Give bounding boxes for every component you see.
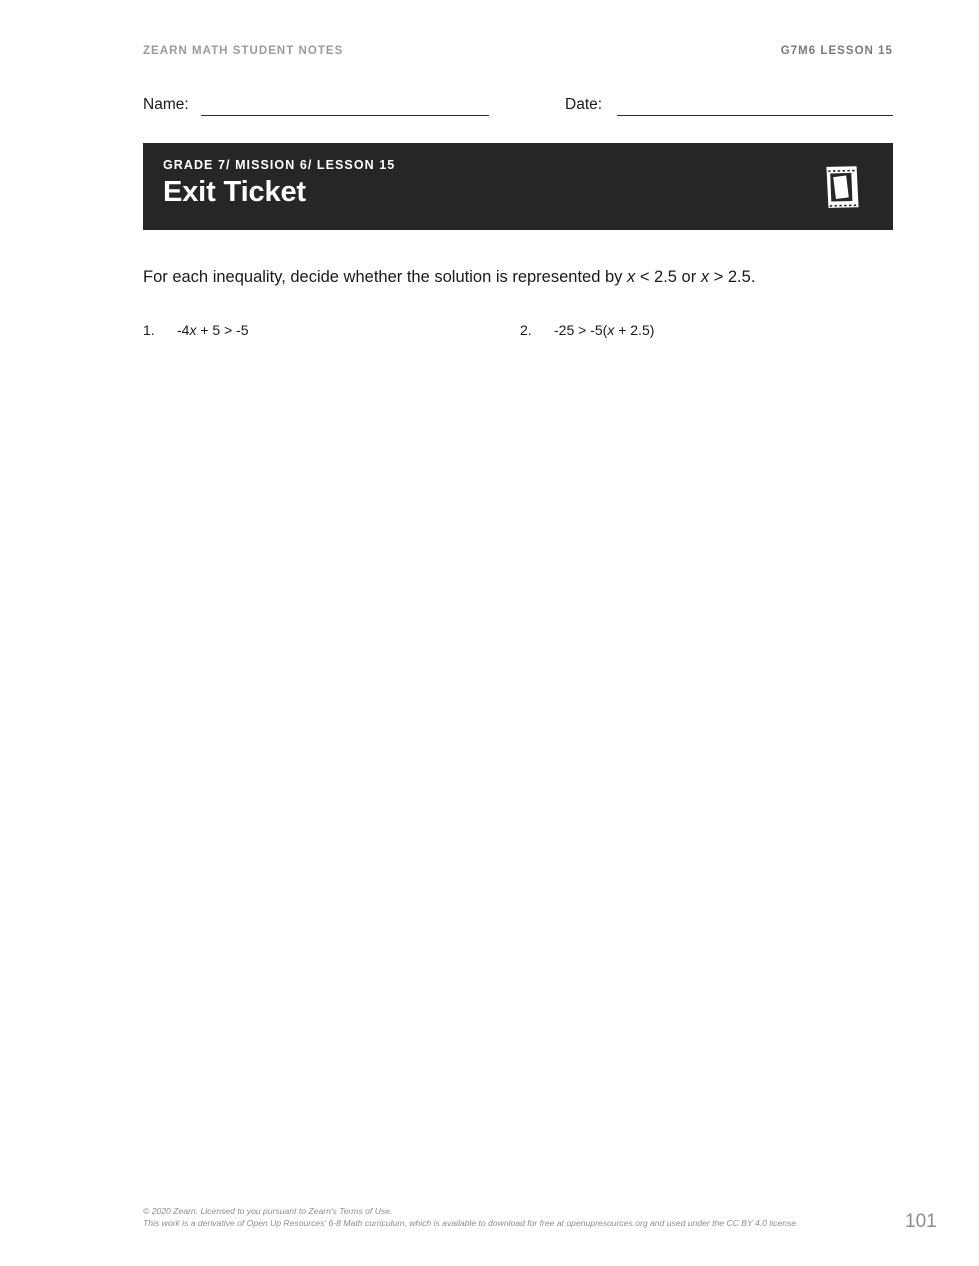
name-label: Name: [143,96,189,113]
running-head-left: ZEARN MATH STUDENT NOTES [143,45,344,57]
running-head [143,45,893,57]
expression-variable: x [189,322,197,338]
footer-line-1: © 2020 Zearn. Licensed to you pursuant to Zearn's Terms of Use. [143,1206,393,1216]
expression-pre: -4 [177,322,190,338]
problem-expression [177,322,249,338]
expression-post: + 2.5) [614,322,655,338]
date-label: Date: [565,96,603,113]
problem-item [520,322,654,338]
expression-post: + 5 > -5 [196,322,249,338]
lesson-banner [143,143,893,230]
running-head-right: G7M6 LESSON 15 [780,45,893,57]
name-input-rule[interactable] [201,115,489,116]
footer-line-2: This work is a derivative of Open Up Resources' 6-8 Math curriculum, which is available to download for free at openupresources.org and used under the CC BY 4.0 license. [143,1218,799,1229]
name-date-row [143,96,893,120]
footer-copyright [143,1205,903,1230]
prompt-part-2: < 2.5 or [635,268,701,286]
exercise-prompt [143,266,903,288]
problem-item [143,322,249,338]
ticket-icon [819,161,867,213]
page-number: 101 [905,1211,937,1232]
prompt-variable-2: x [700,268,710,286]
problem-number: 1. [143,322,155,338]
expression-variable: x [607,322,615,338]
prompt-part-1: For each inequality, decide whether the solution is represented by [143,268,627,286]
expression-pre: -25 > -5( [554,322,608,338]
prompt-part-3: > 2.5. [709,268,756,286]
problem-list [143,322,903,352]
prompt-variable-1: x [626,268,636,286]
problem-number: 2. [520,322,532,338]
page-title: Exit Ticket [163,176,306,208]
banner-eyebrow: GRADE 7/ MISSION 6/ LESSON 15 [163,158,396,172]
date-input-rule[interactable] [617,115,893,116]
problem-expression [554,322,654,338]
